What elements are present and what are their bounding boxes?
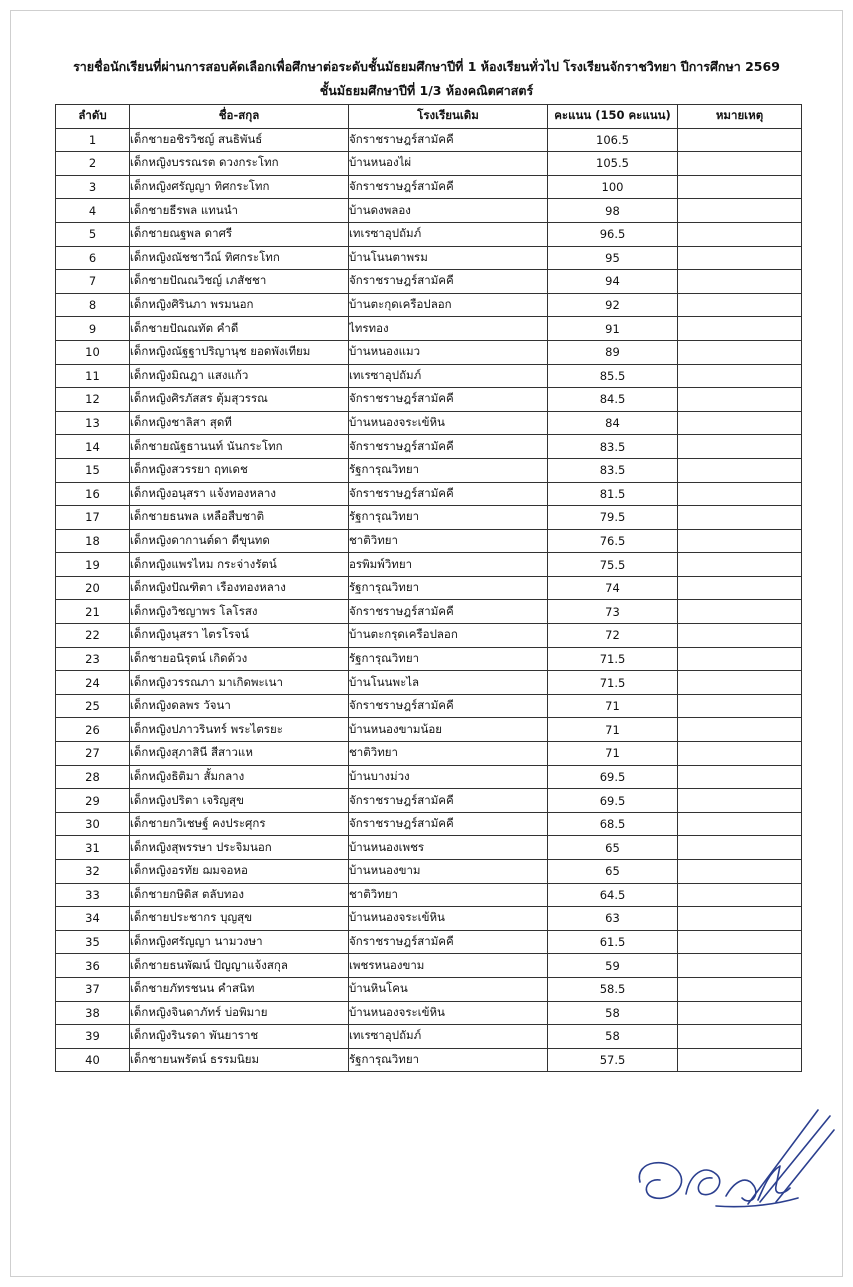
student-name: เด็กชายกษิดิส ตลับทอง	[130, 883, 349, 907]
remark	[678, 836, 802, 860]
table-row	[56, 482, 802, 506]
previous-school: ชาติวิทยา	[349, 742, 548, 766]
previous-school: จักราชราษฎร์สามัคคี	[349, 435, 548, 459]
column-header-school: โรงเรียนเดิม	[349, 105, 548, 129]
table-row	[56, 340, 802, 364]
table-row	[56, 222, 802, 246]
column-header-remark: หมายเหตุ	[678, 105, 802, 129]
remark	[678, 482, 802, 506]
student-name: เด็กหญิงปัณฑิตา เรืองทองหลาง	[130, 576, 349, 600]
student-name: เด็กชายธนพล เหลือสืบชาติ	[130, 506, 349, 530]
student-name: เด็กหญิงสุพรรษา ประจิมนอก	[130, 836, 349, 860]
row-order: 24	[56, 671, 130, 695]
column-header-score: คะแนน (150 คะแนน)	[548, 105, 678, 129]
row-order: 15	[56, 458, 130, 482]
signature	[630, 1090, 840, 1220]
previous-school: รัฐการุณวิทยา	[349, 458, 548, 482]
previous-school: อรพิมพ์วิทยา	[349, 553, 548, 577]
student-name: เด็กชายธีรพล แทนนำ	[130, 199, 349, 223]
remark	[678, 1001, 802, 1025]
row-order: 10	[56, 340, 130, 364]
row-order: 2	[56, 152, 130, 176]
remark	[678, 222, 802, 246]
student-name: เด็กหญิงบรรณรต ดวงกระโทก	[130, 152, 349, 176]
row-order: 35	[56, 930, 130, 954]
previous-school: รัฐการุณวิทยา	[349, 647, 548, 671]
previous-school: บ้านตะกุดเครือปลอก	[349, 293, 548, 317]
row-order: 12	[56, 388, 130, 412]
student-name: เด็กชายนพรัตน์ ธรรมนิยม	[130, 1048, 349, 1072]
student-name: เด็กหญิงดลพร วัจนา	[130, 694, 349, 718]
table-row	[56, 694, 802, 718]
remark	[678, 175, 802, 199]
table-row	[56, 765, 802, 789]
table-row	[56, 529, 802, 553]
previous-school: บ้านหนองขาม	[349, 860, 548, 884]
previous-school: บ้านบางม่วง	[349, 765, 548, 789]
previous-school: บ้านหนองจระเข้หิน	[349, 411, 548, 435]
table-row	[56, 1048, 802, 1072]
previous-school: บ้านหนองจระเข้หิน	[349, 1001, 548, 1025]
row-order: 22	[56, 624, 130, 648]
table-row	[56, 152, 802, 176]
remark	[678, 435, 802, 459]
table-row	[56, 836, 802, 860]
row-order: 20	[56, 576, 130, 600]
score: 89	[548, 340, 678, 364]
student-name: เด็กหญิงศิรภัสสร ตุ้มสุวรรณ	[130, 388, 349, 412]
remark	[678, 246, 802, 270]
score: 84.5	[548, 388, 678, 412]
score: 71.5	[548, 647, 678, 671]
table-row	[56, 246, 802, 270]
page-subtitle: ชั้นมัธยมศึกษาปีที่ 1/3 ห้องคณิตศาสตร์	[319, 83, 534, 98]
student-list-table	[55, 104, 802, 1072]
remark	[678, 954, 802, 978]
table-header-row	[56, 105, 802, 129]
row-order: 26	[56, 718, 130, 742]
remark	[678, 411, 802, 435]
remark	[678, 624, 802, 648]
remark	[678, 930, 802, 954]
remark	[678, 458, 802, 482]
score: 58	[548, 1001, 678, 1025]
table-row	[56, 954, 802, 978]
score: 59	[548, 954, 678, 978]
student-name: เด็กหญิงปริตา เจริญสุข	[130, 789, 349, 813]
table-row	[56, 364, 802, 388]
column-header-name: ชื่อ-สกุล	[130, 105, 349, 129]
table-row	[56, 647, 802, 671]
previous-school: จักราชราษฎร์สามัคคี	[349, 270, 548, 294]
score: 65	[548, 860, 678, 884]
score: 71	[548, 694, 678, 718]
score: 105.5	[548, 152, 678, 176]
previous-school: บ้านหนองจระเข้หิน	[349, 907, 548, 931]
score: 63	[548, 907, 678, 931]
column-header-order: ลำดับ	[56, 105, 130, 129]
student-name: เด็กหญิงสุภาสินี สีสาวแห	[130, 742, 349, 766]
table-row	[56, 270, 802, 294]
student-name: เด็กชายอนิรุตน์ เกิดด้วง	[130, 647, 349, 671]
remark	[678, 270, 802, 294]
remark	[678, 388, 802, 412]
previous-school: เทเรซาอุปถัมภ์	[349, 222, 548, 246]
previous-school: จักราชราษฎร์สามัคคี	[349, 175, 548, 199]
score: 75.5	[548, 553, 678, 577]
remark	[678, 529, 802, 553]
row-order: 13	[56, 411, 130, 435]
row-order: 9	[56, 317, 130, 341]
score: 69.5	[548, 765, 678, 789]
student-name: เด็กชายอชิรวิชญ์ สนธิพันธ์	[130, 128, 349, 152]
row-order: 39	[56, 1025, 130, 1049]
score: 98	[548, 199, 678, 223]
student-name: เด็กหญิงวิชญาพร โลโรสง	[130, 600, 349, 624]
row-order: 21	[56, 600, 130, 624]
score: 85.5	[548, 364, 678, 388]
remark	[678, 1025, 802, 1049]
previous-school: จักราชราษฎร์สามัคคี	[349, 600, 548, 624]
student-name: เด็กหญิงรินรดา พันยาราช	[130, 1025, 349, 1049]
student-name: เด็กหญิงธิติมา สั้มกลาง	[130, 765, 349, 789]
score: 95	[548, 246, 678, 270]
row-order: 1	[56, 128, 130, 152]
score: 83.5	[548, 458, 678, 482]
student-name: เด็กหญิงศิรินภา พรมนอก	[130, 293, 349, 317]
row-order: 18	[56, 529, 130, 553]
previous-school: บ้านหนองไผ่	[349, 152, 548, 176]
previous-school: บ้านโนนตาพรม	[349, 246, 548, 270]
remark	[678, 600, 802, 624]
row-order: 7	[56, 270, 130, 294]
remark	[678, 506, 802, 530]
row-order: 40	[56, 1048, 130, 1072]
score: 71.5	[548, 671, 678, 695]
previous-school: จักราชราษฎร์สามัคคี	[349, 694, 548, 718]
score: 72	[548, 624, 678, 648]
remark	[678, 128, 802, 152]
remark	[678, 317, 802, 341]
row-order: 4	[56, 199, 130, 223]
table-row	[56, 1001, 802, 1025]
score: 91	[548, 317, 678, 341]
score: 94	[548, 270, 678, 294]
student-name: เด็กชายณัฐธานนท์ นันกระโทก	[130, 435, 349, 459]
student-name: เด็กหญิงศรัญญา นามวงษา	[130, 930, 349, 954]
page-title: รายชื่อนักเรียนที่ผ่านการสอบคัดเลือกเพื่อศึกษาต่อระดับชั้นมัธยมศึกษาปีที่ 1 ห้องเรียนทั่วไป โรงเรียนจักราชวิทยา ปีการศึกษา 2569	[73, 59, 780, 74]
previous-school: บ้านหนองเพชร	[349, 836, 548, 860]
table-row	[56, 435, 802, 459]
remark	[678, 977, 802, 1001]
score: 73	[548, 600, 678, 624]
score: 61.5	[548, 930, 678, 954]
table-row	[56, 458, 802, 482]
student-name: เด็กหญิงแพรไหม กระจ่างรัตน์	[130, 553, 349, 577]
row-order: 14	[56, 435, 130, 459]
student-name: เด็กหญิงนุสรา ไตรโรจน์	[130, 624, 349, 648]
score: 96.5	[548, 222, 678, 246]
remark	[678, 1048, 802, 1072]
row-order: 36	[56, 954, 130, 978]
remark	[678, 694, 802, 718]
row-order: 6	[56, 246, 130, 270]
row-order: 25	[56, 694, 130, 718]
remark	[678, 364, 802, 388]
row-order: 17	[56, 506, 130, 530]
remark	[678, 671, 802, 695]
student-name: เด็กหญิงปภาวรินทร์ พระไตรยะ	[130, 718, 349, 742]
table-row	[56, 199, 802, 223]
score: 58	[548, 1025, 678, 1049]
student-name: เด็กหญิงสวรรยา ฤทเดช	[130, 458, 349, 482]
table-row	[56, 506, 802, 530]
remark	[678, 152, 802, 176]
row-order: 16	[56, 482, 130, 506]
score: 71	[548, 718, 678, 742]
table-row	[56, 128, 802, 152]
student-name: เด็กหญิงศรัญญา ทิศกระโทก	[130, 175, 349, 199]
score: 100	[548, 175, 678, 199]
row-order: 23	[56, 647, 130, 671]
previous-school: บ้านโนนพะไล	[349, 671, 548, 695]
row-order: 33	[56, 883, 130, 907]
row-order: 8	[56, 293, 130, 317]
previous-school: บ้านดงพลอง	[349, 199, 548, 223]
row-order: 34	[56, 907, 130, 931]
row-order: 29	[56, 789, 130, 813]
remark	[678, 553, 802, 577]
score: 57.5	[548, 1048, 678, 1072]
row-order: 27	[56, 742, 130, 766]
student-name: เด็กหญิงอนุสรา แจ้งทองหลาง	[130, 482, 349, 506]
previous-school: เทเรซาอุปถัมภ์	[349, 364, 548, 388]
score: 71	[548, 742, 678, 766]
table-row	[56, 907, 802, 931]
student-name: เด็กชายณฐพล ดาศรี	[130, 222, 349, 246]
remark	[678, 742, 802, 766]
previous-school: จักราชราษฎร์สามัคคี	[349, 388, 548, 412]
row-order: 3	[56, 175, 130, 199]
remark	[678, 907, 802, 931]
table-row	[56, 553, 802, 577]
row-order: 28	[56, 765, 130, 789]
student-name: เด็กชายกวิเชษฐ์ คงประศุกร	[130, 812, 349, 836]
row-order: 31	[56, 836, 130, 860]
remark	[678, 340, 802, 364]
previous-school: เพชรหนองขาม	[349, 954, 548, 978]
table-row	[56, 293, 802, 317]
student-name: เด็กหญิงณัชชาวีณ์ ทิศกระโทก	[130, 246, 349, 270]
student-name: เด็กหญิงดากานต์ดา ดีขุนทด	[130, 529, 349, 553]
score: 92	[548, 293, 678, 317]
remark	[678, 789, 802, 813]
score: 83.5	[548, 435, 678, 459]
table-row	[56, 883, 802, 907]
remark	[678, 576, 802, 600]
table-row	[56, 671, 802, 695]
score: 84	[548, 411, 678, 435]
previous-school: จักราชราษฎร์สามัคคี	[349, 128, 548, 152]
student-name: เด็กชายปัณณวิชญ์ เภสัชชา	[130, 270, 349, 294]
student-name: เด็กหญิงวรรณภา มาเกิดพะเนา	[130, 671, 349, 695]
score: 64.5	[548, 883, 678, 907]
table-row	[56, 576, 802, 600]
remark	[678, 883, 802, 907]
table-body	[56, 128, 802, 1072]
remark	[678, 812, 802, 836]
table-row	[56, 742, 802, 766]
table-row	[56, 388, 802, 412]
score: 76.5	[548, 529, 678, 553]
previous-school: บ้านหินโคน	[349, 977, 548, 1001]
score: 81.5	[548, 482, 678, 506]
previous-school: ชาติวิทยา	[349, 529, 548, 553]
previous-school: จักราชราษฎร์สามัคคี	[349, 482, 548, 506]
table-row	[56, 812, 802, 836]
row-order: 32	[56, 860, 130, 884]
table-row	[56, 977, 802, 1001]
table-row	[56, 930, 802, 954]
score: 79.5	[548, 506, 678, 530]
previous-school: ไทรทอง	[349, 317, 548, 341]
table-row	[56, 718, 802, 742]
table-row	[56, 600, 802, 624]
score: 74	[548, 576, 678, 600]
student-name: เด็กชายปัณณทัต คำดี	[130, 317, 349, 341]
row-order: 38	[56, 1001, 130, 1025]
previous-school: จักราชราษฎร์สามัคคี	[349, 812, 548, 836]
row-order: 11	[56, 364, 130, 388]
table-row	[56, 789, 802, 813]
student-name: เด็กหญิงอรทัย ฌมจอหอ	[130, 860, 349, 884]
table-row	[56, 175, 802, 199]
student-name: เด็กหญิงชาลิสา สุดที	[130, 411, 349, 435]
row-order: 5	[56, 222, 130, 246]
remark	[678, 718, 802, 742]
remark	[678, 293, 802, 317]
score: 58.5	[548, 977, 678, 1001]
table-row	[56, 411, 802, 435]
student-name: เด็กชายประชากร บุญสุข	[130, 907, 349, 931]
remark	[678, 765, 802, 789]
previous-school: เทเรซาอุปถัมภ์	[349, 1025, 548, 1049]
previous-school: รัฐการุณวิทยา	[349, 576, 548, 600]
table-row	[56, 860, 802, 884]
previous-school: บ้านตะกรุดเครือปลอก	[349, 624, 548, 648]
table-row	[56, 1025, 802, 1049]
student-name: เด็กชายธนพัฒน์ ปัญญาแจ้งสกุล	[130, 954, 349, 978]
previous-school: บ้านหนองแมว	[349, 340, 548, 364]
previous-school: บ้านหนองขามน้อย	[349, 718, 548, 742]
previous-school: จักราชราษฎร์สามัคคี	[349, 789, 548, 813]
previous-school: จักราชราษฎร์สามัคคี	[349, 930, 548, 954]
student-name: เด็กหญิงมิณฎา แสงแก้ว	[130, 364, 349, 388]
student-name: เด็กหญิงจินดาภัทร์ บ่อพิมาย	[130, 1001, 349, 1025]
score: 69.5	[548, 789, 678, 813]
score: 68.5	[548, 812, 678, 836]
student-name: เด็กชายภัทรชนน คำสนิท	[130, 977, 349, 1001]
score: 106.5	[548, 128, 678, 152]
remark	[678, 199, 802, 223]
remark	[678, 647, 802, 671]
remark	[678, 860, 802, 884]
student-name: เด็กหญิงณัฐฐาปริญานุช ยอดพังเทียม	[130, 340, 349, 364]
previous-school: รัฐการุณวิทยา	[349, 1048, 548, 1072]
table-row	[56, 317, 802, 341]
row-order: 19	[56, 553, 130, 577]
previous-school: ชาติวิทยา	[349, 883, 548, 907]
score: 65	[548, 836, 678, 860]
row-order: 30	[56, 812, 130, 836]
row-order: 37	[56, 977, 130, 1001]
previous-school: รัฐการุณวิทยา	[349, 506, 548, 530]
table-row	[56, 624, 802, 648]
